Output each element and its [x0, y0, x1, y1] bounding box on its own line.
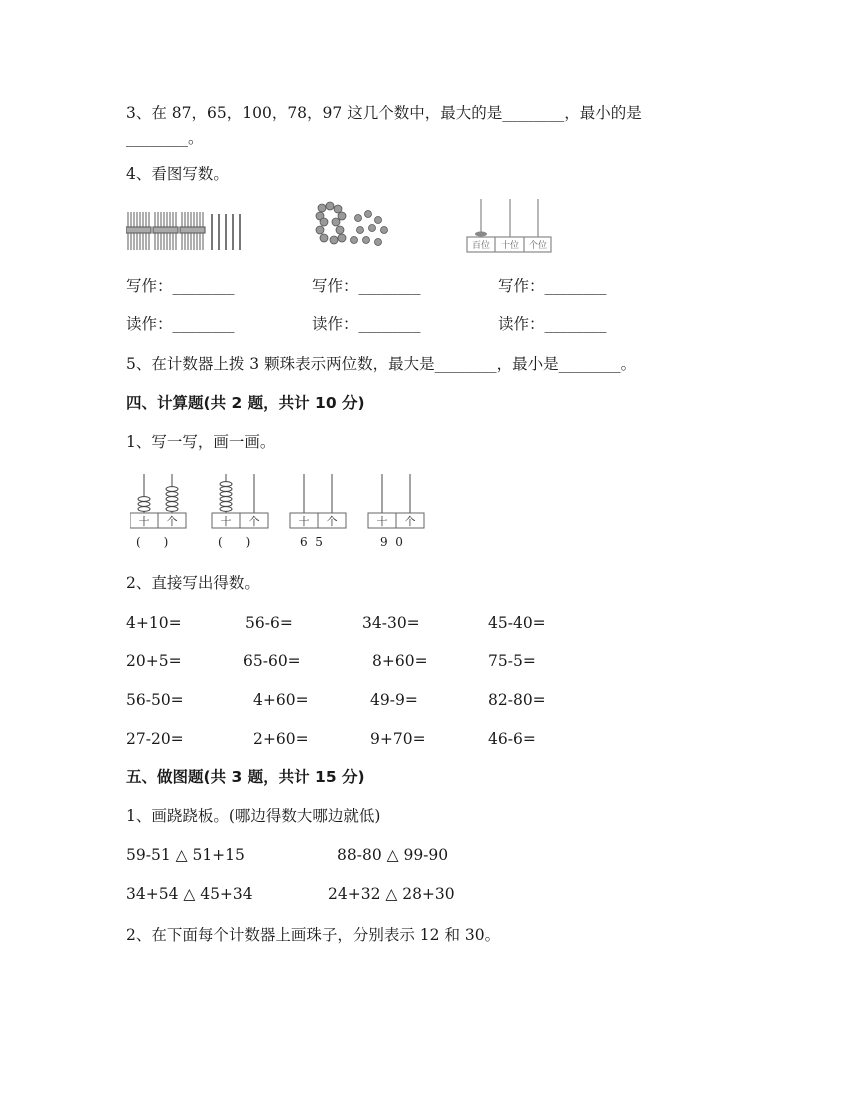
single-sticks — [212, 214, 240, 250]
s4-q2-title: 2、直接写出得数。 — [126, 574, 260, 592]
stick-bundle-3 — [180, 212, 205, 250]
counter-4 — [368, 474, 424, 528]
calc-r4-c2: 2+60= — [253, 730, 309, 748]
tens-place-label: 十 — [220, 515, 232, 528]
s4-q1-title: 1、写一写，画一画。 — [126, 433, 276, 451]
tens-label: 十位 — [500, 241, 520, 251]
ones-bead — [166, 492, 178, 497]
abacus-bead — [475, 232, 487, 237]
ones-place-label: 个 — [326, 515, 338, 528]
tens-bead — [220, 497, 232, 502]
calc-r1-c4: 45-40= — [488, 614, 546, 632]
tens-bead — [220, 492, 232, 497]
calc-r1-c1: 4+10= — [126, 614, 182, 632]
three-place-abacus-figure — [466, 197, 556, 255]
calc-r3-c3: 49-9= — [370, 691, 418, 709]
tens-bead — [220, 487, 232, 492]
counter-3 — [290, 474, 346, 528]
read-answer-3: 读作：________ — [498, 315, 607, 333]
ones-bead — [166, 487, 178, 492]
s5-q2-title: 2、在下面每个计数器上画珠子，分别表示 12 和 30。 — [126, 926, 501, 944]
tens-bead — [138, 502, 150, 507]
write-answer-3: 写作：________ — [498, 277, 607, 295]
counter-2 — [212, 474, 268, 528]
tens-place-label: 十 — [138, 515, 150, 528]
section4-title: 四、计算题(共 2 题，共计 10 分) — [126, 394, 365, 412]
write-answer-2: 写作：________ — [312, 277, 421, 295]
q5-text: 5、在计数器上拨 3 颗珠表示两位数，最大是________，最小是________。 — [126, 355, 637, 373]
counter-caption-2: ( ) — [218, 535, 251, 549]
calc-r2-c4: 75-5= — [488, 652, 536, 670]
seesaw-r1-c2: 88-80 △ 99-90 — [337, 846, 449, 864]
tens-place-label: 十 — [376, 515, 388, 528]
stick-bundle-2 — [153, 212, 178, 250]
calc-r1-c2: 56-6= — [245, 614, 293, 632]
calc-r3-c1: 56-50= — [126, 691, 184, 709]
counter-caption-3: 6 5 — [300, 535, 323, 549]
s5-q1-title: 1、画跷跷板。(哪边得数大哪边就低) — [126, 807, 381, 825]
tens-bead — [138, 507, 150, 512]
tens-bead — [220, 507, 232, 512]
calc-r2-c1: 20+5= — [126, 652, 182, 670]
tens-bead — [220, 482, 232, 487]
ones-place-label: 个 — [404, 515, 416, 528]
ones-bead — [166, 502, 178, 507]
calc-r3-c4: 82-80= — [488, 691, 546, 709]
ones-place-label: 个 — [166, 515, 178, 528]
ones-bead — [166, 507, 178, 512]
tens-bead — [220, 502, 232, 507]
tens-place-label: 十 — [298, 515, 310, 528]
section5-title: 五、做图题(共 3 题，共计 15 分) — [126, 768, 365, 786]
ones-label: 个位 — [528, 241, 548, 251]
write-answer-1: 写作：________ — [126, 277, 235, 295]
q3-line2: ________。 — [126, 129, 204, 147]
counter-1 — [130, 474, 186, 528]
seesaw-r2-c1: 34+54 △ 45+34 — [126, 885, 253, 903]
q3-line1: 3、在 87，65，100，78，97 这几个数中，最大的是________，最小的是 — [126, 104, 642, 122]
bundled-sticks-figure — [126, 210, 246, 254]
seesaw-r1-c1: 59-51 △ 51+15 — [126, 846, 245, 864]
calc-r1-c3: 34-30= — [362, 614, 420, 632]
read-answer-2: 读作：________ — [312, 315, 421, 333]
calc-r3-c2: 4+60= — [253, 691, 309, 709]
counter-caption-4: 9 0 — [380, 535, 403, 549]
calc-r4-c1: 27-20= — [126, 730, 184, 748]
calc-r2-c3: 8+60= — [372, 652, 428, 670]
counter-caption-1: ( ) — [136, 535, 169, 549]
q4-title: 4、看图写数。 — [126, 165, 229, 183]
stick-bundle-1 — [126, 212, 151, 250]
calc-r2-c2: 65-60= — [243, 652, 301, 670]
calc-r4-c3: 9+70= — [370, 730, 426, 748]
ones-bead — [166, 497, 178, 502]
tens-bead — [138, 497, 150, 502]
ones-place-label: 个 — [248, 515, 260, 528]
calc-r4-c4: 46-6= — [488, 730, 536, 748]
seesaw-r2-c2: 24+32 △ 28+30 — [328, 885, 455, 903]
hundreds-label: 百位 — [471, 241, 491, 251]
read-answer-1: 读作：________ — [126, 315, 235, 333]
beads-group-figure — [312, 200, 392, 252]
